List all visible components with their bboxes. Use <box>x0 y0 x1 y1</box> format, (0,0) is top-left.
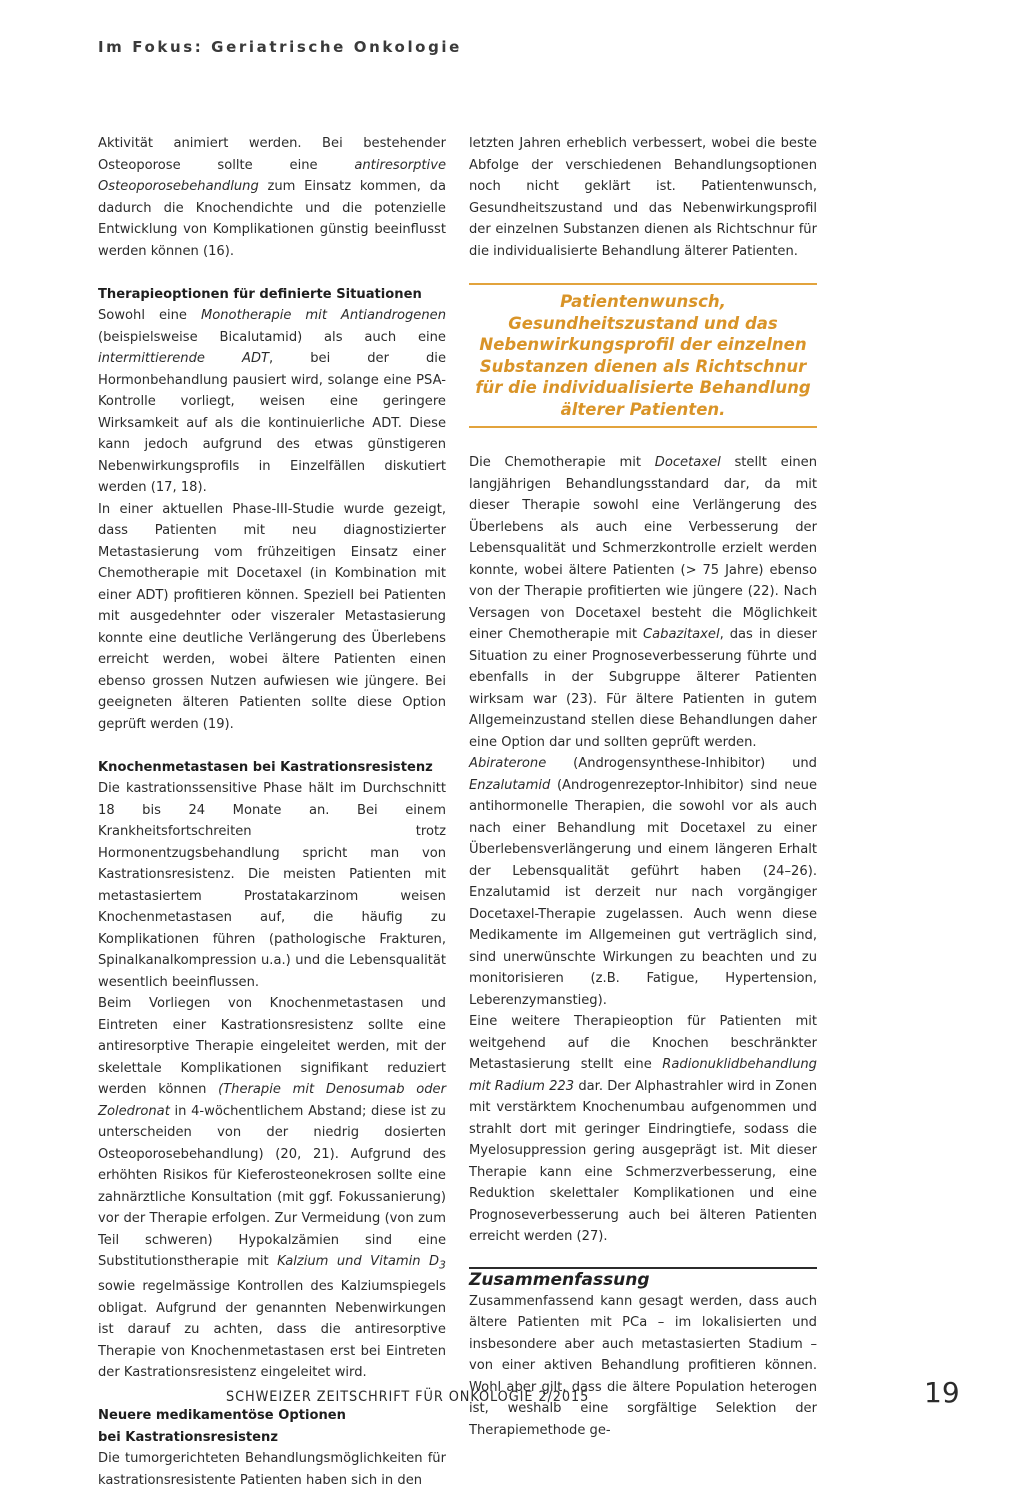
paragraph: Abiraterone (Androgensynthese-Inhibitor) und Enzalutamid (Androgenrezeptor-Inhibitor) sind neue antihormonelle Therapien, die sowohl vor als auch nach einer Behandlung mit Docetaxel zu einer Überlebensverlängerung und einem längeren Erhalt der Lebensqualität geführt haben (24–26). Enzalutamid ist derzeit nur nach vorgängiger Docetaxel-Therapie zugelassen. Auch wenn diese Medikamente im Allgemeinen gut verträglich sind, sind unerwünschte Wirkungen zu beachten und zu monitorisieren (z.B. Fatigue, Hypertension, Leberenzymanstieg). <box>469 756 817 1008</box>
paragraph: Die kastrationssensitive Phase hält im Durchschnitt 18 bis 24 Monate an. Bei einem Krankheitsfortschreiten trotz Hormonentzugsbehandlung spricht man von Kastrationsresistenz. Die meisten Patienten mit metastasiertem Prostatakarzinom weisen Knochenmetastasen auf, die häufig zu Komplikationen führen (pathologische Frakturen, Spinalkanalkompression u.a.) und die Lebensqualität wesentlich beeinflussen. <box>98 781 446 990</box>
paragraph: Die Chemotherapie mit Docetaxel stellt einen langjährigen Behandlungsstandard dar, da mit dieser Therapie sowohl eine Verlängerung des Überlebens als auch eine Verbesserung der Lebensqualität und Schmerzkontrolle erzielt werden konnte, wobei ältere Patienten (> 75 Jahre) ebenso von der Therapie profitierten wie jüngere (22). Nach Versagen von Docetaxel besteht die Möglichkeit einer Chemotherapie mit Cabazitaxel, das in dieser Situation zu einer Prognoseverbesserung führte und ebenfalls in der Subgruppe älterer Patienten wirksam war (23). Für ältere Patienten in gutem Allgemeinzustand stellen diese Behandlungen daher eine Option dar und sollten geprüft werden. <box>469 455 818 750</box>
page-number: 19 <box>924 1376 960 1409</box>
section-heading: Therapieoptionen für definierte Situationen <box>98 286 422 302</box>
left-column <box>98 133 446 1491</box>
paragraph: Sowohl eine Monotherapie mit Antiandrogenen (beispielsweise Bicalutamid) als auch eine intermittierende ADT, bei der die Hormonbehandlung pausiert wird, solange eine PSA-Kontrolle vorliegt, weisen eine geringere Wirksamkeit auf als die kontinuierliche ADT. Diese kann jedoch aufgrund des etwas günstigeren Nebenwirkungsprofils in Einzelfällen diskutiert werden (17, 18). <box>98 308 446 495</box>
paragraph: Aktivität animiert werden. Bei bestehender Osteoporose sollte eine antiresorptive Osteoporosebehandlung zum Einsatz kommen, da dadurch die Knochendichte und die potenzielle Entwicklung von Komplikationen günstig beeinflusst werden können (16). <box>98 136 446 259</box>
paragraph: In einer aktuellen Phase-III-Studie wurde gezeigt, dass Patienten mit neu diagnostizierter Metastasierung vom frühzeitigen Einsatz einer Chemotherapie mit Docetaxel (in Kombination mit einer ADT) profitieren können. Speziell bei Patienten mit ausgedehnter oder viszeraler Metastasierung konnte eine deutliche Verlängerung des Überlebens erreicht werden, wobei ältere Patienten einen ebenso grossen Nutzen aufwiesen wie jüngere. Bei geeigneten älteren Patienten sollte diese Option geprüft werden (19). <box>98 501 446 732</box>
paragraph: Beim Vorliegen von Knochenmetastasen und Eintreten einer Kastrationsresistenz sollte eine antiresorptive Therapie eingeleitet werden, mit der skelettale Komplikationen signifikant reduziert werden können (Therapie mit Denosumab oder Zoledronat in 4-wöchentlichem Abstand; diese ist zu unterscheiden von der niedrig dosierten Osteoporosebehandlung) (20, 21). Aufgrund des erhöhten Risikos für Kieferosteonekrosen sollte eine zahnärztliche Konsultation (mit ggf. Fokussanierung) vor der Therapie erfolgen. Zur Vermeidung (von zum Teil schweren) Hypokalzämien sind eine Substitutionstherapie mit Kalzium und Vitamin $D_3$ sowie regelmässige Kontrollen des Kalziumspiegels obligat. Aufgrund der genannten Nebenwirkungen ist darauf zu achten, dass die antiresorptive Therapie von Knochenmetastasen erst bei Eintreten der Kastrationsresistenz eingeleitet wird. <box>98 996 446 1381</box>
running-head: Im Fokus: Geriatrische Onkologie <box>98 38 462 56</box>
section-heading: Neuere medikamentöse Optionen bei Kastrationsresistenz <box>98 1408 346 1445</box>
summary-heading: Zusammenfassung <box>469 1269 650 1290</box>
paragraph: Zusammenfassend kann gesagt werden, dass auch ältere Patienten mit PCa – im lokalisierten und insbesondere aber auch metastasierten Stadium – von einer aktiven Behandlung profitieren können. Wohl aber gilt, dass die ältere Population heterogen ist, weshalb eine sorgfältige Selektion der Therapiemethode ge- <box>469 1293 817 1438</box>
right-column <box>469 133 817 1441</box>
pull-quote: Patientenwunsch, Gesundheitszustand und das Nebenwirkungsprofil der einzelnen Substanzen dienen als Richtschnur für die individualisierte Behandlung älterer Patienten. <box>469 283 817 428</box>
paragraph: Die tumorgerichteten Behandlungsmöglichkeiten für kastrationsresistente Patienten haben sich in den <box>98 1451 446 1488</box>
paragraph: Eine weitere Therapieoption für Patienten mit weitgehend auf die Knochen beschränkter Metastasierung stellt eine Radionuklidbehandlung mit Radium 223 dar. Der Alphastrahler wird in Zonen mit verstärktem Knochenumbau aufgenommen und strahlt dort mit geringer Eindringtiefe, sodass die Myelosuppression gering ausgeprägt ist. Mit dieser Therapie kann eine Schmerzverbesserung, eine Reduktion skelettaler Komplikationen und eine Prognoseverbesserung auch bei älteren Patienten erreicht werden (27). <box>469 1014 817 1244</box>
section-heading: Knochenmetastasen bei Kastrationsresistenz <box>98 759 433 775</box>
footer-journal-title: SCHWEIZER ZEITSCHRIFT FÜR ONKOLOGIE 2/2015 <box>226 1389 590 1405</box>
paragraph: letzten Jahren erheblich verbessert, wobei die beste Abfolge der verschiedenen Behandlungsoptionen noch nicht geklärt ist. Patientenwunsch, Gesundheitszustand und das Nebenwirkungsprofil der einzelnen Substanzen dienen als Richtschnur für die individualisierte Behandlung älterer Patienten. <box>469 136 817 259</box>
